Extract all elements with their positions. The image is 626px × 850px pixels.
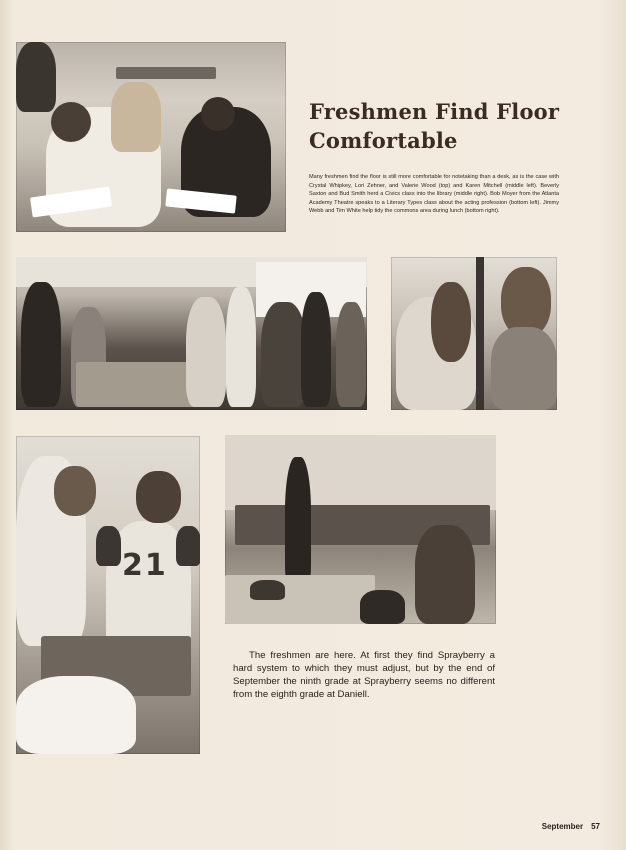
headline-line-1: Freshmen Find Floor [309,99,560,124]
photo-students-lunch [16,436,200,754]
page-number: 57 [591,822,600,831]
photo-caption: Many freshmen find the floor is still more comfortable for notetaking than a desk, as is the case with Crystal Whipkey, Lori Zehner, and Valerie Wood (top) and Karen Mitchell (middle left). Beverly Saxton and Bud Smith herd a Civics class into the library (middle right). Bob Moyer from the Atlanta Academy Theatre speaks to a Literary Types class about the acting profession (bottom left). Jimmy Webb and Tim White help tidy the commons area during lunch (bottom right). [309,174,559,215]
headline [309,97,569,155]
jersey-number: 21 [122,548,168,583]
photo-class-in-library [16,257,367,410]
photo-students-on-floor [16,42,286,232]
body-copy: The freshmen are here. At first they find Sprayberry a hard system to which they must adjust, but by the end of September the ninth grade at Sprayberry seems no different from the eighth grade at Daniell. [233,650,495,700]
photo-girls-seated [391,257,557,410]
photo-theatre-speaker [225,435,496,624]
folio-month: September [541,822,584,831]
headline-line-2: Comfortable [309,128,458,153]
page-folio [542,822,600,831]
